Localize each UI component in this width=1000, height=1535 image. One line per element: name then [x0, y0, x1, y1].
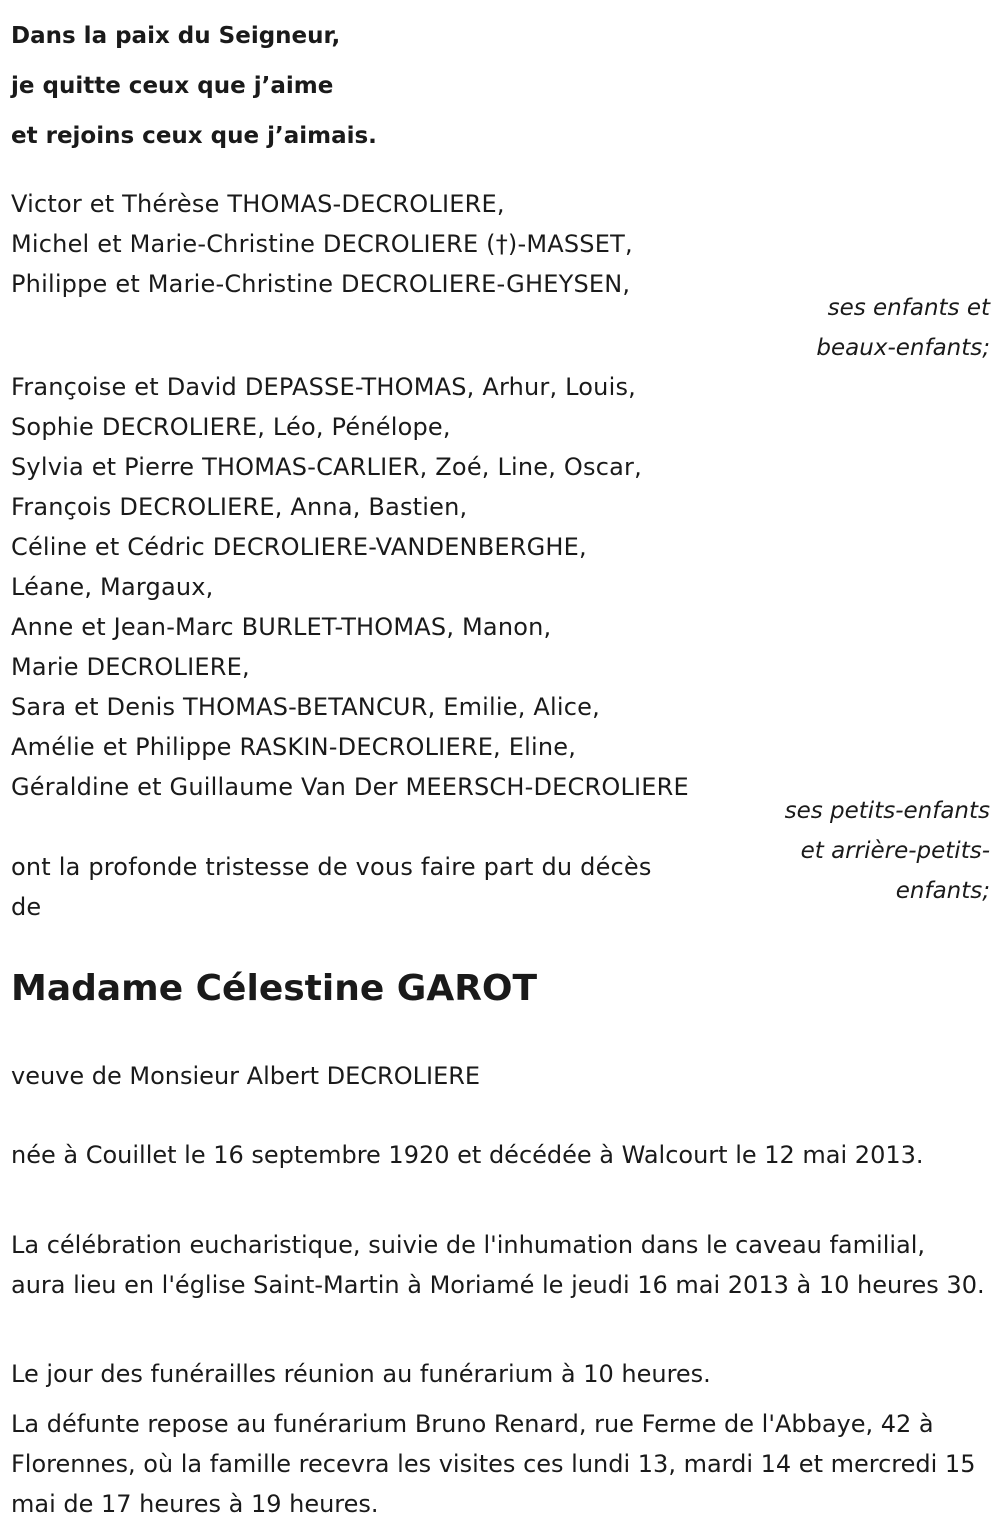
family-line: Sophie DECROLIERE, Léo, Pénélope,: [11, 413, 451, 441]
birth-death-dates: née à Couillet le 16 septembre 1920 et décédée à Walcourt le 12 mai 2013.: [11, 1141, 924, 1169]
family-line: Marie DECROLIERE,: [11, 653, 250, 681]
role-line: ses enfants et: [827, 295, 990, 321]
family-line: Françoise et David DEPASSE-THOMAS, Arhur, Louis,: [11, 373, 636, 401]
family-line: Victor et Thérèse THOMAS-DECROLIERE,: [11, 190, 505, 218]
gathering-details: Le jour des funérailles réunion au funérarium à 10 heures.: [11, 1360, 711, 1388]
verse-line: Dans la paix du Seigneur,: [11, 23, 341, 49]
widow-of: veuve de Monsieur Albert DECROLIERE: [11, 1062, 481, 1090]
family-line: Anne et Jean-Marc BURLET-THOMAS, Manon,: [11, 613, 552, 641]
role-line: enfants;: [895, 878, 990, 904]
role-line: ses petits-enfants: [784, 798, 990, 824]
grandchildren-role: [750, 791, 990, 911]
family-line: Michel et Marie-Christine DECROLIERE (†)-MASSET,: [11, 230, 633, 258]
family-line: Sara et Denis THOMAS-BETANCUR, Emilie, Alice,: [11, 693, 600, 721]
role-line: beaux-enfants;: [816, 335, 990, 361]
children-role: [750, 288, 990, 368]
ceremony-details: La célébration eucharistique, suivie de l'inhumation dans le caveau familial, aura lieu en l'église Saint-Martin à Moriamé le jeudi 16 mai 2013 à 10 heures 30.: [11, 1231, 985, 1299]
announcement-line: ont la profonde tristesse de vous faire part du décès: [11, 853, 652, 881]
announcement-line: de: [11, 893, 42, 921]
family-line: Philippe et Marie-Christine DECROLIERE-GHEYSEN,: [11, 270, 631, 298]
family-line: Amélie et Philippe RASKIN-DECROLIERE, Eline,: [11, 733, 577, 761]
family-line: Sylvia et Pierre THOMAS-CARLIER, Zoé, Line, Oscar,: [11, 453, 642, 481]
children-list: [11, 184, 633, 304]
family-line: Léane, Margaux,: [11, 573, 214, 601]
opening-verse: [11, 11, 377, 161]
family-line: François DECROLIERE, Anna, Bastien,: [11, 493, 468, 521]
announcement: [11, 847, 652, 927]
grandchildren-list: [11, 367, 689, 807]
role-line: et arrière-petits-: [800, 838, 990, 864]
verse-line: je quitte ceux que j’aime: [11, 73, 334, 99]
visitation-details: La défunte repose au funérarium Bruno Renard, rue Ferme de l'Abbaye, 42 à Florennes, où la famille recevra les visites ces lundi 13, mardi 14 et mercredi 15 mai de 17 heures à 19 heures.: [11, 1410, 976, 1518]
deceased-name: Madame Célestine GAROT: [11, 968, 538, 1009]
verse-line: et rejoins ceux que j’aimais.: [11, 123, 377, 149]
family-line: Géraldine et Guillaume Van Der MEERSCH-DECROLIERE: [11, 773, 689, 801]
family-line: Céline et Cédric DECROLIERE-VANDENBERGHE,: [11, 533, 587, 561]
